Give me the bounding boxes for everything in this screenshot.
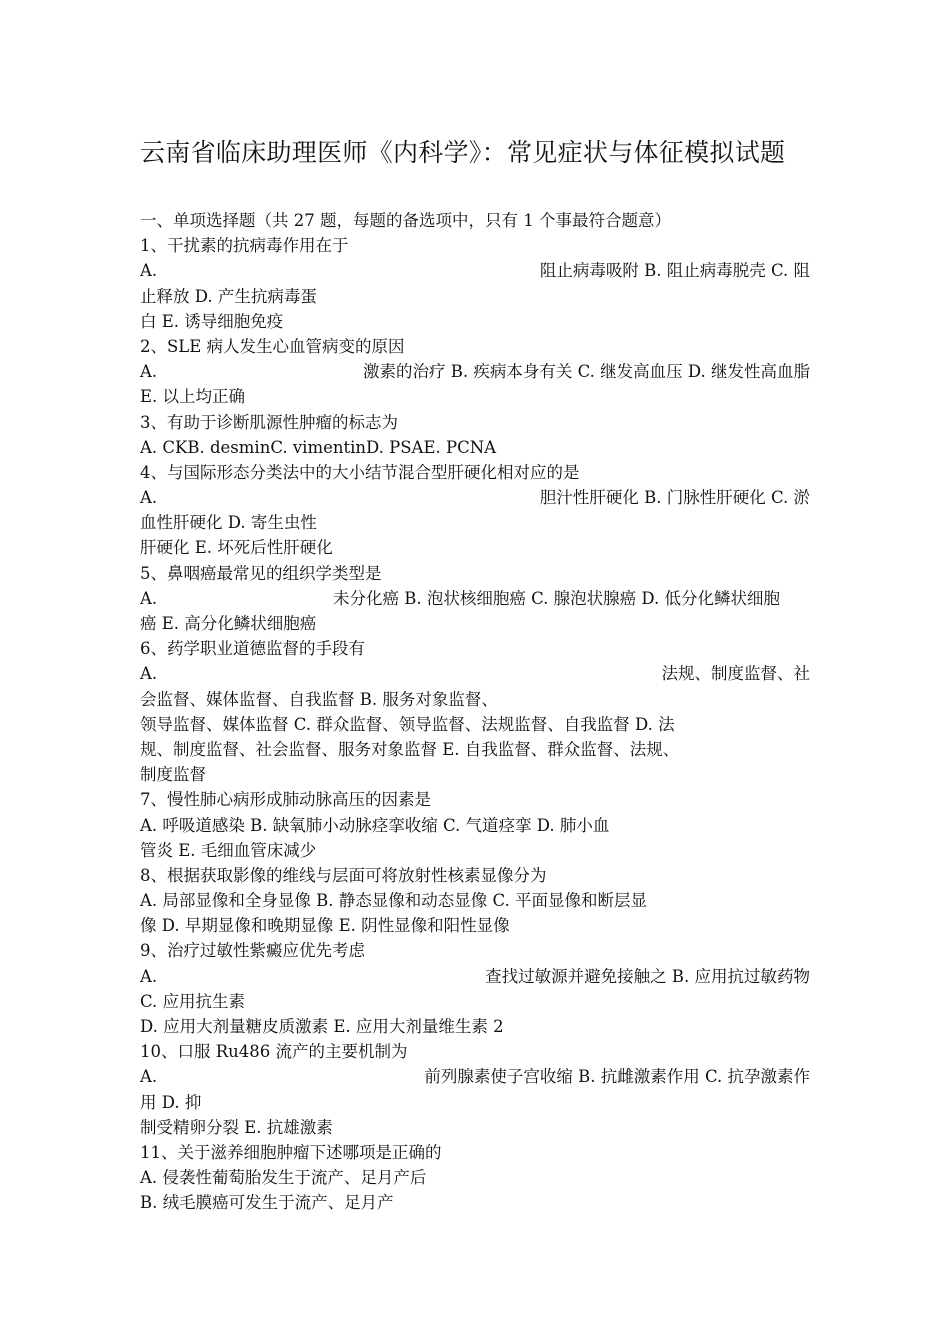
question-9-stem: 9、治疗过敏性紫癜应优先考虑 xyxy=(140,941,365,961)
option-text: 查找过敏源并避免接触之 B. 应用抗过敏药物 xyxy=(485,966,810,986)
text-line: C. 应用抗生素 xyxy=(140,991,246,1011)
text-line: 白 E. 诱导细胞免疫 xyxy=(140,311,284,331)
question-4-stem: 4、与国际形态分类法中的大小结节混合型肝硬化相对应的是 xyxy=(140,462,580,482)
question-2-options xyxy=(140,359,810,384)
question-6-options xyxy=(140,661,810,686)
option-label: A. xyxy=(140,966,158,986)
text-line: D. 应用大剂量糖皮质激素 E. 应用大剂量维生素 2 xyxy=(140,1017,504,1036)
option-text: 激素的治疗 B. 疾病本身有关 C. 继发高血压 D. 继发性高血脂 xyxy=(362,362,810,382)
option-label: A. xyxy=(140,1067,158,1087)
option-text: 前列腺素使子宫收缩 B. 抗雌激素作用 C. 抗孕激素作 xyxy=(424,1067,810,1087)
question-11-option-b: B. 绒毛膜癌可发生于流产、足月产 xyxy=(140,1193,394,1213)
question-body xyxy=(140,208,810,1216)
option-text: 胆汁性肝硬化 B. 门脉性肝硬化 C. 淤 xyxy=(539,488,810,508)
question-10-options xyxy=(140,1064,810,1089)
option-label: A. xyxy=(140,488,158,508)
section-header: 一、单项选择题（共 27 题，每题的备选项中，只有 1 个事最符合题意） xyxy=(140,211,671,230)
question-11-option-a: A. 侵袭性葡萄胎发生于流产、足月产后 xyxy=(140,1168,427,1188)
question-5-stem: 5、鼻咽癌最常见的组织学类型是 xyxy=(140,563,382,583)
question-10-stem: 10、口服 Ru486 流产的主要机制为 xyxy=(140,1042,408,1062)
text-line: 用 D. 抑 xyxy=(140,1092,202,1112)
option-text: 法规、制度监督、社 xyxy=(661,664,810,684)
text-line: 肝硬化 E. 坏死后性肝硬化 xyxy=(140,538,333,558)
text-line: 管炎 E. 毛细血管床减少 xyxy=(140,840,317,860)
text-line: 规、制度监督、社会监督、服务对象监督 E. 自我监督、群众监督、法规、 xyxy=(140,739,680,759)
question-2-stem: 2、SLE 病人发生心血管病变的原因 xyxy=(140,336,405,356)
text-line: 癌 E. 高分化鳞状细胞癌 xyxy=(140,614,317,633)
question-8-options: A. 局部显像和全身显像 B. 静态显像和动态显像 C. 平面显像和断层显 xyxy=(140,891,648,911)
option-label: A. xyxy=(140,588,158,608)
option-text: 阻止病毒吸附 B. 阻止病毒脱壳 C. 阻 xyxy=(539,261,810,281)
question-5-options xyxy=(140,586,810,611)
text-line: 像 D. 早期显像和晚期显像 E. 阴性显像和阳性显像 xyxy=(140,916,510,936)
option-label: A. xyxy=(140,664,158,684)
option-text: 未分化癌 B. 泡状核细胞癌 C. 腺泡状腺癌 D. 低分化鳞状细胞 xyxy=(332,588,780,608)
question-4-options xyxy=(140,485,810,510)
text-line: 血性肝硬化 D. 寄生虫性 xyxy=(140,513,317,533)
text-line: E. 以上均正确 xyxy=(140,387,246,407)
question-8-stem: 8、根据获取影像的维线与层面可将放射性核素显像分为 xyxy=(140,865,547,885)
document-title: 云南省临床助理医师《内科学》：常见症状与体征模拟试题 xyxy=(140,138,786,167)
question-6-stem: 6、药学职业道德监督的手段有 xyxy=(140,639,365,659)
text-line: 会监督、媒体监督、自我监督 B. 服务对象监督、 xyxy=(140,689,498,709)
question-7-stem: 7、慢性肺心病形成肺动脉高压的因素是 xyxy=(140,790,431,810)
option-label: A. xyxy=(140,261,158,281)
question-1-options xyxy=(140,258,810,283)
question-7-options: A. 呼吸道感染 B. 缺氧肺小动脉痉挛收缩 C. 气道痉挛 D. 肺小血 xyxy=(140,815,610,835)
question-3-stem: 3、有助于诊断肌源性肿瘤的标志为 xyxy=(140,412,398,432)
question-9-options xyxy=(140,964,810,989)
text-line: 领导监督、媒体监督 C. 群众监督、领导监督、法规监督、自我监督 D. 法 xyxy=(140,714,675,734)
text-line: 制受精卵分裂 E. 抗雄激素 xyxy=(140,1117,333,1137)
question-3-options: A. CKB. desminC. vimentinD. PSAE. PCNA xyxy=(140,437,497,457)
text-line: 制度监督 xyxy=(140,765,206,785)
text-line: 止释放 D. 产生抗病毒蛋 xyxy=(140,286,317,306)
question-11-stem: 11、关于滋养细胞肿瘤下述哪项是正确的 xyxy=(140,1142,442,1162)
option-label: A. xyxy=(140,362,158,382)
question-1-stem: 1、干扰素的抗病毒作用在于 xyxy=(140,236,349,256)
